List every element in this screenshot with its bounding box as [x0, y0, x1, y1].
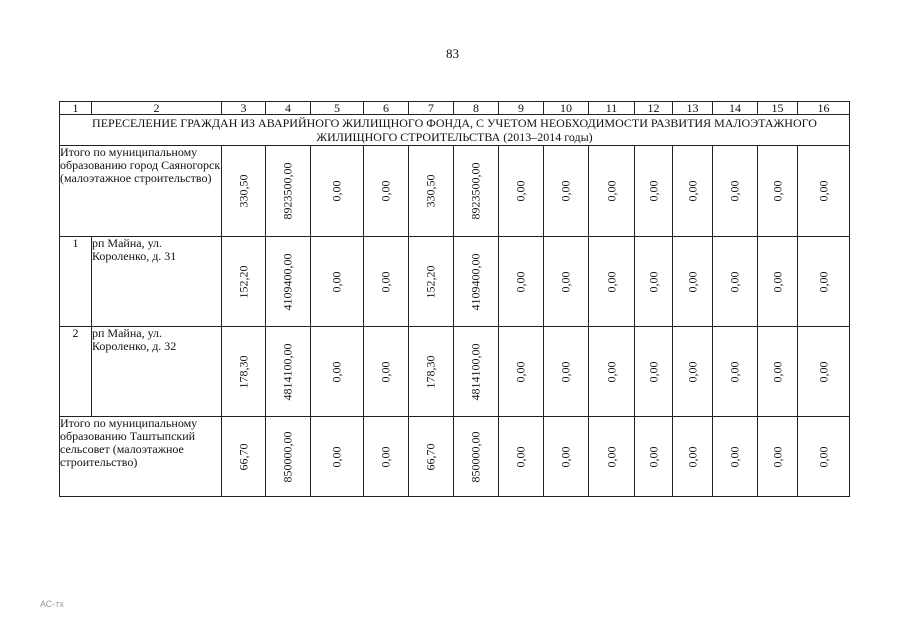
value-cell: [409, 327, 454, 417]
cell-value: 850000,00: [468, 431, 483, 482]
value-cell: [713, 417, 758, 497]
cell-value: 0,00: [646, 361, 660, 382]
value-cell: [758, 237, 798, 327]
value-cell: [544, 417, 589, 497]
value-cell: [454, 327, 499, 417]
value-cell: [758, 327, 798, 417]
cell-value: 0,00: [816, 180, 830, 202]
cell-value: 0,00: [329, 361, 344, 382]
cell-value: 0,00: [604, 446, 618, 467]
cell-value: 330,50: [423, 174, 438, 208]
cell-value: 0,00: [378, 361, 393, 382]
value-cell: [454, 417, 499, 497]
cell-value: 0,00: [770, 361, 784, 382]
value-cell: [499, 237, 544, 327]
value-cell: [635, 327, 673, 417]
value-cell: [266, 237, 311, 327]
cell-value: 0,00: [727, 271, 742, 292]
cell-value: 178,30: [423, 355, 438, 388]
col-header: 1: [60, 102, 92, 115]
cell-value: 0,00: [685, 361, 699, 382]
value-cell: [798, 327, 850, 417]
cell-value: 66,70: [236, 443, 250, 470]
column-number-row: [60, 102, 850, 115]
col-header: 15: [758, 102, 798, 115]
cell-value: 0,00: [816, 271, 830, 292]
cell-value: 0,00: [558, 361, 573, 382]
col-header: 9: [499, 102, 544, 115]
value-cell: [673, 417, 713, 497]
cell-value: 0,00: [816, 446, 830, 467]
col-header: 16: [798, 102, 850, 115]
value-cell: [311, 327, 364, 417]
cell-value: 8923500,00: [280, 162, 295, 220]
cell-value: 0,00: [558, 271, 573, 292]
cell-value: 0,00: [727, 361, 742, 382]
value-cell: [222, 146, 266, 237]
col-header: 14: [713, 102, 758, 115]
value-cell: [635, 146, 673, 237]
cell-value: 0,00: [329, 446, 344, 467]
cell-value: 0,00: [378, 180, 393, 202]
value-cell: [222, 237, 266, 327]
cell-value: 850000,00: [280, 431, 295, 482]
cell-value: 0,00: [513, 361, 528, 382]
value-cell: [798, 417, 850, 497]
cell-value: 0,00: [604, 180, 618, 202]
value-cell: [364, 417, 409, 497]
col-header: 5: [311, 102, 364, 115]
cell-value: 0,00: [770, 271, 784, 292]
value-cell: [758, 417, 798, 497]
value-cell: [673, 237, 713, 327]
value-cell: [364, 237, 409, 327]
row-name: рп Майна, ул. Короленко, д. 31: [92, 237, 222, 327]
col-header: 8: [454, 102, 499, 115]
value-cell: [589, 417, 635, 497]
row-name: Итого по муниципальному образованию город Саяногорск (малоэтажное строительство): [60, 146, 222, 237]
value-cell: [798, 237, 850, 327]
col-header: 4: [266, 102, 311, 115]
value-cell: [454, 237, 499, 327]
cell-value: 66,70: [423, 443, 438, 470]
col-header: 3: [222, 102, 266, 115]
cell-value: 0,00: [646, 271, 660, 292]
value-cell: [364, 327, 409, 417]
value-cell: [673, 327, 713, 417]
cell-value: 0,00: [558, 446, 573, 467]
value-cell: [544, 146, 589, 237]
value-cell: [311, 237, 364, 327]
value-cell: [499, 327, 544, 417]
cell-value: 4814100,00: [468, 343, 483, 400]
value-cell: [713, 146, 758, 237]
value-cell: [499, 146, 544, 237]
table-row: [60, 417, 850, 497]
cell-value: 0,00: [646, 446, 660, 467]
row-name: Итого по муниципальному образованию Таштыпский сельсовет (малоэтажное строительство): [60, 417, 222, 497]
cell-value: 152,20: [423, 265, 438, 298]
value-cell: [544, 327, 589, 417]
col-header: 10: [544, 102, 589, 115]
value-cell: [409, 146, 454, 237]
resettlement-table: [59, 101, 850, 497]
cell-value: 0,00: [685, 180, 699, 202]
value-cell: [266, 327, 311, 417]
cell-value: 0,00: [604, 361, 618, 382]
value-cell: [635, 237, 673, 327]
table-row: [60, 327, 850, 417]
value-cell: [409, 417, 454, 497]
value-cell: [713, 327, 758, 417]
cell-value: 0,00: [770, 446, 784, 467]
value-cell: [409, 237, 454, 327]
value-cell: [673, 146, 713, 237]
cell-value: 0,00: [329, 180, 344, 202]
cell-value: 152,20: [236, 265, 250, 298]
section-title: ПЕРЕСЕЛЕНИЕ ГРАЖДАН ИЗ АВАРИЙНОГО ЖИЛИЩНОГО ФОНДА, С УЧЕТОМ НЕОБХОДИМОСТИ РАЗВИТИЯ МАЛОЭТАЖНОГО ЖИЛИЩНОГО СТРОИТЕЛЬСТВА (2013–2014 годы): [60, 115, 850, 146]
table-row: [60, 237, 850, 327]
footer-stamp: АС-тх: [40, 599, 64, 609]
row-name: рп Майна, ул. Короленко, д. 32: [92, 327, 222, 417]
cell-value: 4814100,00: [280, 343, 295, 400]
value-cell: [758, 146, 798, 237]
cell-value: 0,00: [727, 446, 742, 467]
cell-value: 0,00: [513, 446, 528, 467]
value-cell: [364, 146, 409, 237]
cell-value: 0,00: [558, 180, 573, 202]
cell-value: 0,00: [513, 271, 528, 292]
col-header: 12: [635, 102, 673, 115]
cell-value: 178,30: [236, 355, 250, 388]
value-cell: [713, 237, 758, 327]
cell-value: 0,00: [646, 180, 660, 202]
cell-value: 4109400,00: [468, 253, 483, 310]
value-cell: [798, 146, 850, 237]
value-cell: [222, 327, 266, 417]
page-number: 83: [446, 46, 459, 61]
cell-value: 0,00: [604, 271, 618, 292]
cell-value: 0,00: [727, 180, 742, 202]
value-cell: [499, 417, 544, 497]
row-number: 2: [60, 327, 92, 417]
value-cell: [454, 146, 499, 237]
value-cell: [311, 146, 364, 237]
value-cell: [589, 237, 635, 327]
value-cell: [589, 327, 635, 417]
section-row: [60, 115, 850, 146]
cell-value: 0,00: [685, 446, 699, 467]
cell-value: 8923500,00: [468, 162, 483, 220]
cell-value: 0,00: [513, 180, 528, 202]
cell-value: 0,00: [685, 271, 699, 292]
cell-value: 330,50: [236, 174, 250, 208]
cell-value: 0,00: [816, 361, 830, 382]
value-cell: [266, 417, 311, 497]
value-cell: [635, 417, 673, 497]
value-cell: [222, 417, 266, 497]
cell-value: 0,00: [378, 271, 393, 292]
cell-value: 0,00: [329, 271, 344, 292]
cell-value: 0,00: [378, 446, 393, 467]
col-header: 11: [589, 102, 635, 115]
value-cell: [311, 417, 364, 497]
value-cell: [266, 146, 311, 237]
row-number: 1: [60, 237, 92, 327]
value-cell: [544, 237, 589, 327]
col-header: 13: [673, 102, 713, 115]
cell-value: 0,00: [770, 180, 784, 202]
table-row: [60, 146, 850, 237]
cell-value: 4109400,00: [280, 253, 295, 310]
value-cell: [589, 146, 635, 237]
col-header: 7: [409, 102, 454, 115]
col-header: 2: [92, 102, 222, 115]
col-header: 6: [364, 102, 409, 115]
